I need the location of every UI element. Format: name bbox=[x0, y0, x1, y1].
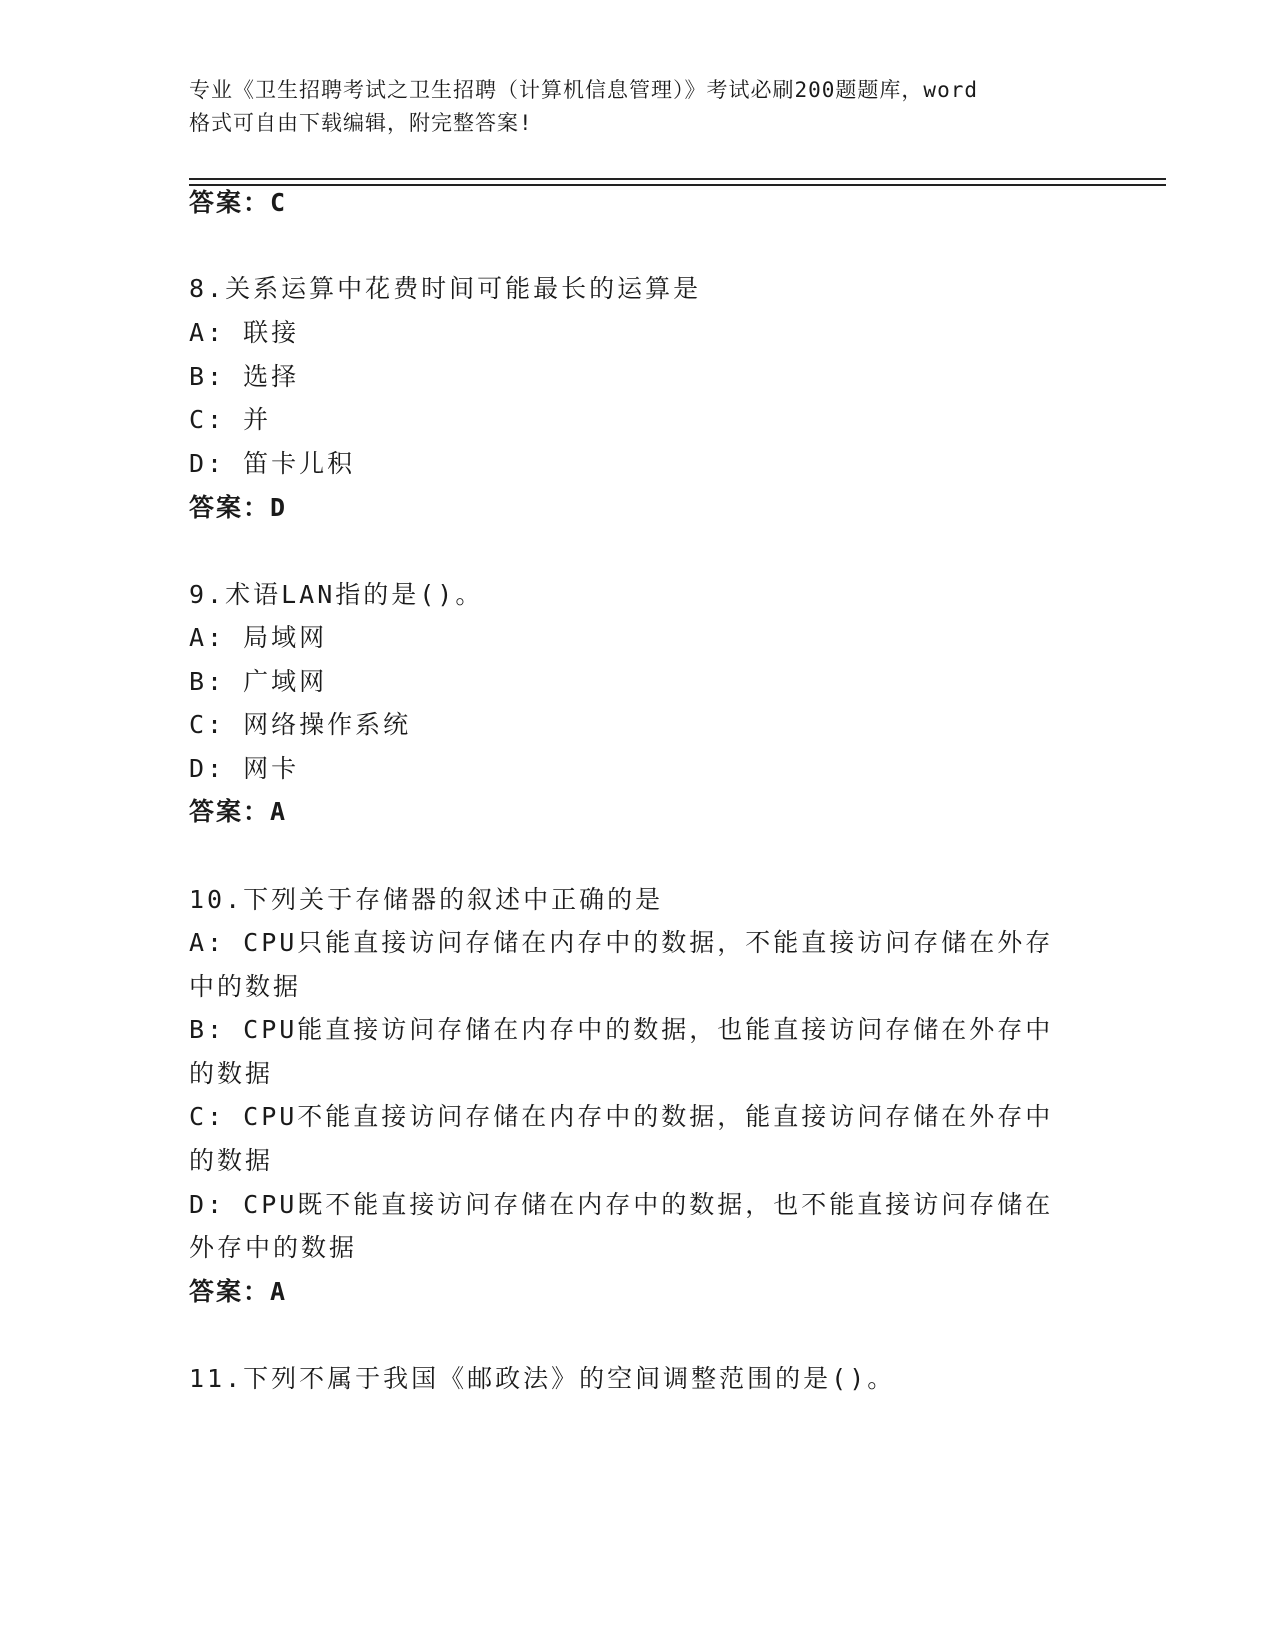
question-8-option-c: C: 并 bbox=[189, 405, 272, 434]
question-10-option-b-line-2: 的数据 bbox=[189, 1059, 274, 1088]
answer-7: 答案：C bbox=[189, 188, 288, 217]
header-line-2: 格式可自由下载编辑，附完整答案! bbox=[189, 111, 533, 135]
question-11: 11.下列不属于我国《邮政法》的空间调整范围的是()。 bbox=[189, 1364, 896, 1393]
question-9-option-a: A: 局域网 bbox=[189, 623, 328, 652]
question-9-option-c: C: 网络操作系统 bbox=[189, 710, 412, 739]
question-8: 8.关系运算中花费时间可能最长的运算是 bbox=[189, 274, 702, 303]
question-10: 10.下列关于存储器的叙述中正确的是 bbox=[189, 885, 664, 914]
question-9-option-d: D: 网卡 bbox=[189, 754, 300, 783]
question-10-option-a-line-1: A: CPU只能直接访问存储在内存中的数据，不能直接访问存储在外存 bbox=[189, 928, 1054, 957]
header-divider-top bbox=[189, 178, 1166, 180]
header-divider-bottom bbox=[189, 184, 1166, 186]
question-10-option-c-line-2: 的数据 bbox=[189, 1146, 274, 1175]
header-line-1: 专业《卫生招聘考试之卫生招聘（计算机信息管理）》考试必刷200题题库，word bbox=[189, 78, 978, 102]
question-10-option-a-line-2: 中的数据 bbox=[189, 972, 302, 1001]
answer-9: 答案：A bbox=[189, 797, 288, 826]
question-10-option-b-line-1: B: CPU能直接访问存储在内存中的数据，也能直接访问存储在外存中 bbox=[189, 1015, 1054, 1044]
question-10-option-d-line-2: 外存中的数据 bbox=[189, 1233, 358, 1262]
question-8-option-b: B: 选择 bbox=[189, 362, 300, 391]
question-9: 9.术语LAN指的是()。 bbox=[189, 580, 484, 609]
question-10-option-c-line-1: C: CPU不能直接访问存储在内存中的数据，能直接访问存储在外存中 bbox=[189, 1102, 1054, 1131]
question-8-option-a: A: 联接 bbox=[189, 318, 300, 347]
question-8-option-d: D: 笛卡儿积 bbox=[189, 449, 356, 478]
question-9-option-b: B: 广域网 bbox=[189, 667, 328, 696]
answer-10: 答案：A bbox=[189, 1277, 288, 1306]
document-header bbox=[189, 74, 1089, 140]
answer-8: 答案：D bbox=[189, 493, 288, 522]
question-10-option-d-line-1: D: CPU既不能直接访问存储在内存中的数据，也不能直接访问存储在 bbox=[189, 1190, 1054, 1219]
